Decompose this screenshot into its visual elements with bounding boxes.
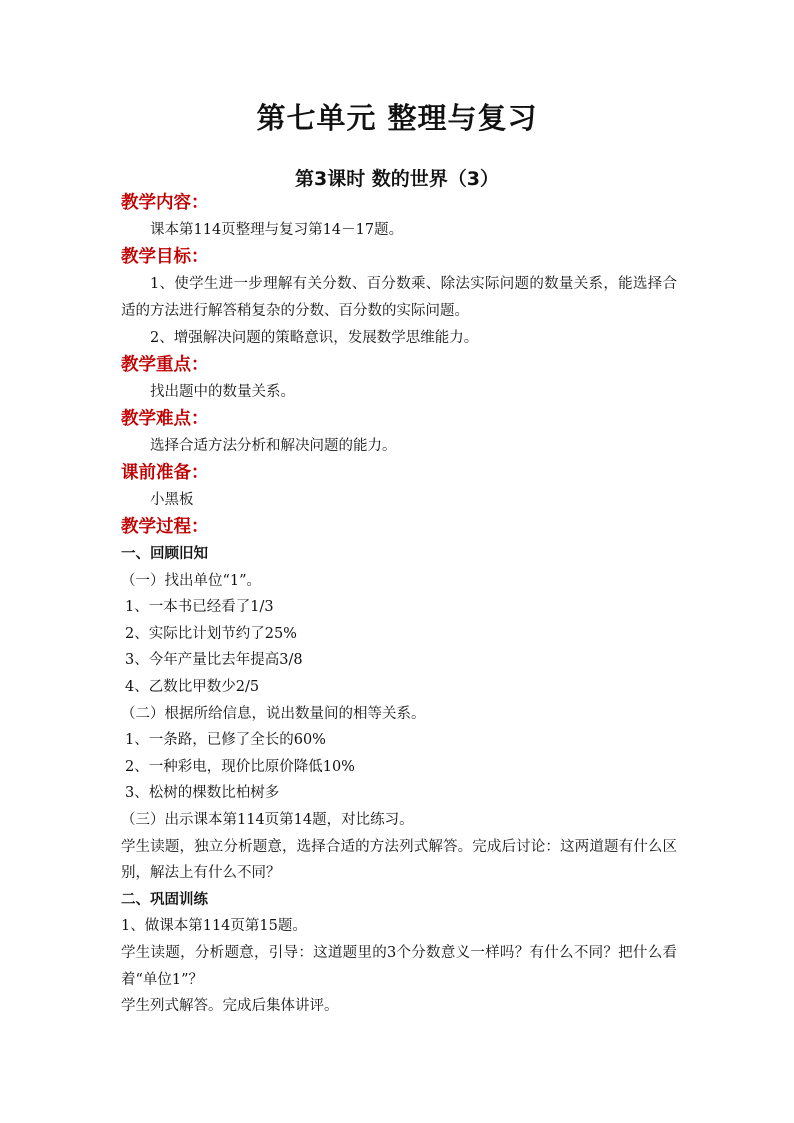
page-title: 第七单元 整理与复习	[256, 101, 538, 135]
list-item: 2、实际比计划节约了25%	[125, 625, 297, 642]
prep-text: 小黑板	[150, 492, 194, 508]
heading-prep: 课前准备：	[121, 463, 209, 483]
part2-item1: 1、做课本第114页第15题。	[121, 918, 307, 935]
heading-goals: 教学目标：	[121, 247, 209, 267]
part1-sub2: （二）根据所给信息，说出数量间的相等关系。	[121, 705, 426, 722]
content-text: 课本第114页整理与复习第14－17题。	[150, 222, 404, 238]
part1-sub1: （一）找出单位“1”。	[121, 572, 262, 589]
list-item: 1、一条路，已修了全长的60%	[125, 732, 326, 749]
list-item: 3、松树的棵数比柏树多	[125, 785, 280, 802]
goal-item-2: 2、增强解决问题的策略意识，发展数学思维能力。	[150, 330, 479, 346]
part1-title: 一、回顾旧知	[121, 546, 208, 562]
difficulty-text: 选择合适方法分析和解决问题的能力。	[150, 438, 397, 454]
heading-difficulty: 教学难点：	[121, 409, 209, 429]
part1-sub3: （三）出示课本第114页第14题，对比练习。	[121, 811, 414, 828]
part2-item1-text2: 学生列式解答。完成后集体讲评。	[121, 998, 339, 1015]
part1-sub3-text: 学生读题，独立分析题意，选择合适的方法列式解答。完成后讨论：这两道题有什么区别，解法上有什么不同？	[121, 838, 677, 882]
list-item: 3、今年产量比去年提高3/8	[125, 652, 303, 669]
part2-title: 二、巩固训练	[121, 891, 208, 908]
list-item: 2、一种彩电，现价比原价降低10%	[125, 758, 355, 775]
heading-content: 教学内容：	[121, 193, 209, 213]
key-point-text: 找出题中的数量关系。	[150, 384, 295, 400]
heading-process: 教学过程：	[121, 517, 209, 537]
part2-item1-text: 学生读题，分析题意，引导：这道题里的3个分数意义一样吗？有什么不同？把什么看着“单位1”？	[121, 944, 677, 988]
heading-key-point: 教学重点：	[121, 355, 209, 375]
goal-item-1: 1、使学生进一步理解有关分数、百分数乘、除法实际问题的数量关系，能选择合适的方法进行解答稍复杂的分数、百分数的实际问题。	[121, 276, 677, 319]
document-body	[121, 190, 677, 1020]
list-item: 4、乙数比甲数少2/5	[125, 678, 260, 695]
lesson-subtitle: 第3课时 数的世界（3）	[294, 168, 500, 190]
list-item: 1、一本书已经看了1/3	[125, 599, 274, 616]
